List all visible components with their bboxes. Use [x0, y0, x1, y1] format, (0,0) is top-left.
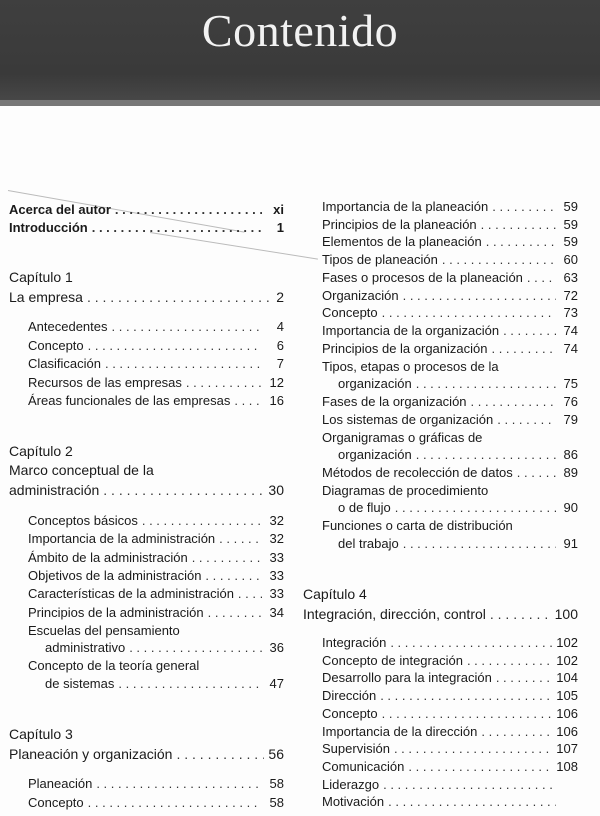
toc-entry-label: Conceptos básicos	[28, 513, 138, 528]
toc-entry-page: 33	[269, 567, 284, 583]
toc-entry-page: 6	[276, 337, 284, 353]
scan-artifact-line	[150, 232, 318, 260]
toc-entry-label: Comunicación	[322, 758, 405, 774]
leader-dots	[403, 536, 556, 551]
toc-entry-page: 47	[269, 676, 284, 691]
toc-entry[interactable]	[322, 305, 578, 320]
leader-dots	[442, 252, 556, 267]
leader-dots	[481, 217, 556, 232]
chapter-name: La empresa	[9, 289, 83, 305]
toc-entry-label: o de flujo	[338, 500, 391, 515]
toc-entry-label: Principios de la administración	[28, 604, 204, 620]
leader-dots	[388, 794, 556, 809]
chapter-heading: Capítulo 3	[9, 726, 73, 742]
toc-entry-label: Objetivos de la administración	[28, 567, 202, 583]
leader-dots	[129, 640, 262, 655]
toc-entry-label: organización	[338, 376, 412, 391]
leader-dots	[403, 288, 556, 303]
toc-entry[interactable]	[28, 319, 284, 334]
toc-entry[interactable]	[338, 376, 578, 391]
chapter-page: 56	[268, 746, 284, 762]
toc-entry[interactable]	[28, 550, 284, 565]
toc-entry-label: Clasificación	[28, 356, 101, 371]
leader-dots	[390, 635, 552, 650]
toc-entry-label: Introducción	[9, 220, 88, 235]
toc-entry[interactable]	[322, 759, 578, 774]
toc-entry-page: 89	[563, 465, 578, 480]
toc-entry-label: Concepto	[322, 705, 378, 721]
toc-entry-label: Importancia de la organización	[322, 322, 500, 338]
toc-entry[interactable]	[322, 777, 578, 792]
toc-entry-label: Principios de la organización	[322, 340, 488, 356]
toc-entry-page: 106	[556, 723, 578, 739]
leader-dots	[383, 777, 556, 792]
toc-entry-label: Planeación	[28, 776, 93, 791]
toc-entry-page: 79	[563, 411, 578, 427]
chapter-name: Integración, dirección, control	[303, 606, 486, 622]
toc-entry-page: 58	[269, 776, 284, 791]
toc-entry[interactable]	[322, 270, 578, 285]
leader-dots	[503, 323, 556, 338]
toc-entry[interactable]	[322, 706, 578, 721]
toc-entry-label: Fases de la organización	[322, 394, 467, 409]
toc-entry[interactable]	[9, 220, 284, 235]
toc-entry-page: 7	[276, 356, 284, 371]
toc-entry[interactable]	[322, 635, 578, 650]
page-title: Contenido	[201, 5, 399, 56]
toc-entry-label: Organización	[322, 287, 399, 303]
toc-entry[interactable]	[322, 341, 578, 356]
leader-dots	[88, 795, 262, 810]
leader-dots	[380, 688, 552, 703]
leader-dots	[517, 465, 556, 480]
toc-entry-page: 106	[556, 705, 578, 721]
toc-entry[interactable]	[28, 531, 284, 546]
toc-entry-page: 59	[563, 216, 578, 232]
toc-entry-label: Importancia de la dirección	[322, 723, 478, 739]
toc-entry-label: Supervisión	[322, 741, 390, 757]
leader-dots	[408, 759, 552, 774]
toc-entry-label: Concepto	[322, 305, 378, 321]
leader-dots	[142, 513, 262, 528]
chapter-name: Marco conceptual de la	[9, 462, 154, 478]
toc-entry[interactable]	[322, 724, 578, 739]
toc-entry[interactable]	[28, 605, 284, 620]
toc-entry-label: Dirección	[322, 688, 377, 704]
leader-dots	[471, 394, 556, 409]
toc-entry-page: 4	[276, 319, 284, 334]
leader-dots	[205, 568, 262, 583]
toc-entry[interactable]	[28, 513, 284, 528]
toc-entry-label: Métodos de recolección de datos	[322, 465, 513, 480]
leader-dots	[87, 289, 272, 305]
toc-entry-label: Importancia de la administración	[28, 531, 216, 547]
toc-entry[interactable]	[322, 323, 578, 338]
leader-dots	[96, 776, 262, 791]
toc-entry-label: Recursos de las empresas	[28, 374, 182, 390]
chapter-page: 100	[554, 606, 578, 622]
leader-dots	[186, 375, 262, 390]
leader-dots	[416, 447, 556, 462]
toc-entry[interactable]	[322, 394, 578, 409]
toc-entry[interactable]	[322, 252, 578, 267]
toc-entry-label: Escuelas del pensamiento	[28, 623, 180, 638]
chapter-page: 2	[276, 289, 284, 305]
leader-dots	[208, 605, 262, 620]
toc-entry-page: 32	[269, 531, 284, 547]
toc-entry-page: 90	[563, 500, 578, 515]
toc-entry-page: 72	[563, 287, 578, 303]
toc-entry-page: 34	[269, 604, 284, 620]
toc-entry[interactable]	[322, 688, 578, 703]
leader-dots	[112, 319, 262, 334]
leader-dots	[176, 746, 264, 762]
toc-entry-label: Áreas funcionales de las empresas	[28, 393, 231, 408]
toc-entry[interactable]	[338, 536, 578, 551]
chapter-title[interactable]	[303, 606, 578, 622]
toc-entry[interactable]	[28, 795, 284, 810]
toc-entry-page: 74	[563, 322, 578, 338]
leader-dots	[467, 653, 552, 668]
toc-entry-label: Ámbito de la administración	[28, 549, 188, 565]
toc-entry-page: 75	[563, 376, 578, 391]
leader-dots	[394, 741, 552, 756]
toc-entry[interactable]	[322, 288, 578, 303]
toc-entry[interactable]	[322, 217, 578, 232]
toc-entry-page: 36	[269, 640, 284, 655]
leader-dots	[103, 482, 264, 498]
toc-entry-page: 86	[563, 447, 578, 462]
toc-entry-page: 108	[556, 758, 578, 774]
toc-entry-label: Integración	[322, 635, 387, 650]
toc-entry-label: del trabajo	[338, 536, 399, 551]
toc-entry[interactable]	[9, 202, 284, 217]
leader-dots	[395, 500, 556, 515]
toc-entry[interactable]	[28, 586, 284, 601]
toc-entry[interactable]	[322, 234, 578, 249]
toc-entry[interactable]	[28, 776, 284, 791]
toc-entry-page: 60	[563, 252, 578, 268]
toc-entry-page: 59	[563, 234, 578, 250]
toc-entry-label: Los sistemas de organización	[322, 411, 494, 427]
toc-entry-page: 105	[556, 688, 578, 704]
toc-entry[interactable]	[28, 338, 284, 353]
chapter-page: 30	[268, 482, 284, 498]
toc-entry[interactable]	[322, 653, 578, 668]
toc-entry-label: de sistemas	[45, 676, 115, 691]
toc-entry-label: Elementos de la planeación	[322, 234, 482, 250]
toc-entry-page: 1	[276, 220, 284, 235]
toc-entry-label: administrativo	[45, 640, 126, 655]
toc-entry-page: 12	[269, 374, 284, 390]
toc-entry[interactable]	[28, 356, 284, 371]
toc-entry-label: organización	[338, 447, 412, 462]
leader-dots	[491, 341, 556, 356]
toc-entry-label: Liderazgo	[322, 776, 380, 792]
toc-entry-page: 58	[269, 794, 284, 810]
toc-entry-page: 91	[563, 536, 578, 551]
toc-entry[interactable]	[338, 500, 578, 515]
toc-entry-label: Fases o procesos de la planeación	[322, 269, 523, 285]
toc-entry[interactable]	[322, 199, 578, 214]
chapter-heading: Capítulo 4	[303, 586, 367, 602]
leader-dots	[115, 202, 262, 217]
toc-entry-label: Funciones o carta de distribución	[322, 518, 513, 533]
leader-dots	[497, 412, 556, 427]
chapter-name: administración	[9, 482, 100, 498]
leader-dots	[486, 234, 556, 249]
leader-dots	[192, 550, 262, 565]
toc-entry-page: 73	[563, 305, 578, 321]
toc-entry[interactable]	[28, 375, 284, 390]
toc-entry-label: Características de la administración	[28, 586, 234, 602]
chapter-name: Planeación y organización	[9, 746, 173, 762]
toc-entry[interactable]	[322, 741, 578, 756]
leader-dots	[238, 586, 262, 601]
toc-entry-page: 74	[563, 340, 578, 356]
leader-dots	[481, 724, 552, 739]
toc-entry-label: Concepto de la teoría general	[28, 658, 200, 673]
chapter-title[interactable]	[9, 289, 284, 305]
leader-dots	[118, 676, 262, 691]
toc-entry-page: 59	[563, 199, 578, 214]
toc-entry-label: Acerca del autor	[9, 202, 111, 217]
toc-entry-label: Diagramas de procedimiento	[322, 483, 489, 498]
leader-dots	[219, 531, 262, 546]
leader-dots	[234, 393, 262, 408]
chapter-heading: Capítulo 2	[9, 443, 73, 459]
toc-entry[interactable]	[45, 640, 284, 655]
toc-entry[interactable]	[322, 794, 578, 809]
toc-entry-page: 33	[269, 549, 284, 565]
chapter-heading: Capítulo 1	[9, 269, 73, 285]
toc-entry[interactable]	[322, 465, 578, 480]
toc-entry-page: 76	[563, 394, 578, 409]
header-banner	[0, 0, 600, 106]
toc-entry-page: 102	[556, 635, 578, 650]
leader-dots	[496, 670, 552, 685]
toc-entry-label: Principios de la planeación	[322, 216, 477, 232]
toc-entry-label: Tipos de planeación	[322, 252, 438, 268]
toc-entry-page: 102	[556, 652, 578, 668]
chapter-title[interactable]	[9, 482, 284, 498]
toc-entry[interactable]	[45, 676, 284, 691]
leader-dots	[416, 376, 556, 391]
toc-entry-label: Concepto de integración	[322, 652, 463, 668]
toc-entry-label: Concepto	[28, 337, 84, 353]
toc-entry[interactable]	[28, 393, 284, 408]
toc-entry-label: Organigramas o gráficas de	[322, 430, 483, 445]
leader-dots	[92, 220, 262, 235]
toc-entry[interactable]	[322, 670, 578, 685]
leader-dots	[490, 606, 551, 622]
toc-entry[interactable]	[338, 447, 578, 462]
toc-entry-label: Motivación	[322, 794, 385, 810]
toc-entry-page: 104	[556, 670, 578, 686]
leader-dots	[88, 338, 262, 353]
toc-entry-label: Importancia de la planeación	[322, 199, 489, 214]
toc-entry-page: 107	[556, 741, 578, 757]
toc-entry-label: Tipos, etapas o procesos de la	[322, 359, 499, 374]
toc-entry-page: 63	[563, 269, 578, 285]
toc-entry[interactable]	[322, 412, 578, 427]
toc-entry-label: Desarrollo para la integración	[322, 670, 492, 686]
toc-entry-page: xi	[273, 202, 284, 217]
leader-dots	[527, 270, 556, 285]
leader-dots	[382, 305, 556, 320]
chapter-title[interactable]	[9, 746, 284, 762]
leader-dots	[492, 199, 556, 214]
leader-dots	[105, 356, 262, 371]
toc-entry-label: Concepto	[28, 794, 84, 810]
toc-entry[interactable]	[28, 568, 284, 583]
toc-entry-page: 16	[269, 393, 284, 408]
toc-entry-label: Antecedentes	[28, 319, 108, 334]
toc-entry-page: 32	[269, 513, 284, 528]
leader-dots	[382, 706, 553, 721]
toc-entry-page: 33	[269, 586, 284, 602]
